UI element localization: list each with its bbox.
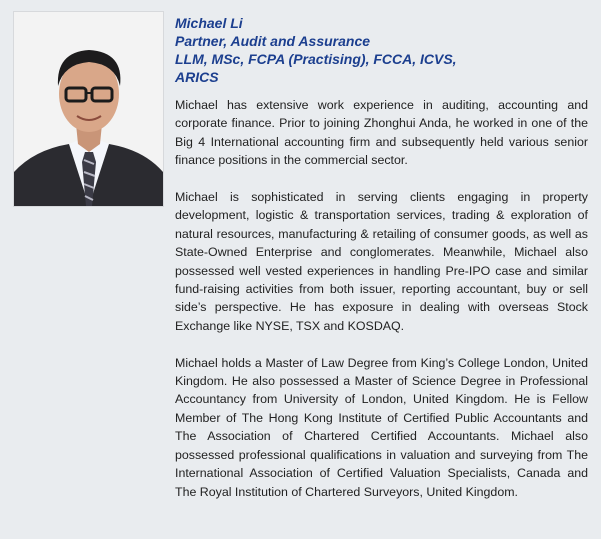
bio-paragraph: Michael holds a Master of Law Degree from King’s College London, United Kingdom. He also possessed a Master of Science Degree in Professional Accountancy from University of London, United Kingdom. He is Fellow Member of The Hong Kong Institute of Certified Public Accountants and The Association of Chartered Certified Accountants. Michael also possessed professional qualifications in valuation and surveying from The International Association of Certified Valuation Specialists, Canada and The Royal Institution of Chartered Surveyors, United Kingdom.	[175, 355, 588, 499]
bio-paragraph: Michael has extensive work experience in auditing, accounting and corporate finance. Prior to joining Zhonghui Anda, he worked in one of the Big 4 International accounting firm and subsequently held various senior finance positions in the commercial sector.	[175, 98, 588, 168]
profile-credentials-line1: LLM, MSc, FCPA (Practising), FCCA, ICVS,	[175, 51, 457, 67]
bio	[175, 96, 588, 501]
profile-content	[175, 14, 588, 501]
bio-paragraph: Michael is sophisticated in serving clients engaging in property development, logistic & transportation services, trading & exploration of natural resources, manufacturing & retailing of consumer goods, as well as State-Owned Enterprise and conglomerates. Meanwhile, Michael also possessed well vested experiences in handling Pre-IPO case and similar fund-raising activities from both issuer, reporting accountant, buy or sell side’s perspective. He has exposure in dealing with overseas Stock Exchange like NYSE, TSX and KOSDAQ.	[175, 190, 588, 333]
profile-name: Michael Li	[175, 15, 243, 31]
profile-credentials-line2: ARICS	[175, 69, 219, 85]
profile-photo	[14, 12, 163, 206]
profile-title: Partner, Audit and Assurance	[175, 33, 371, 49]
